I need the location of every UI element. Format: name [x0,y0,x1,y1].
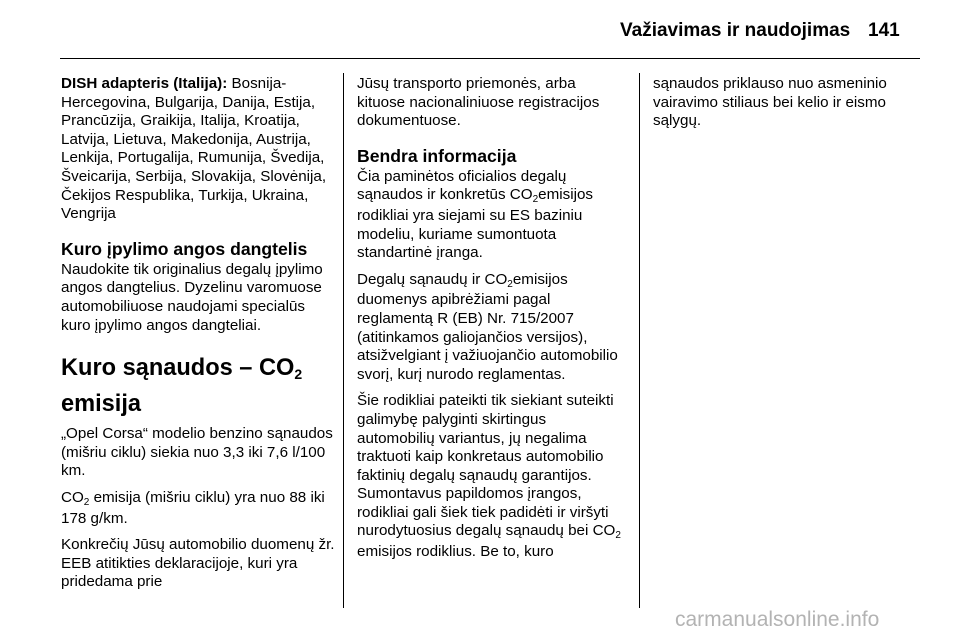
co2-subscript: 2 [83,496,90,508]
general-text-3b: emisijos rodiklius. Be to, kuro [357,543,554,561]
co2-paragraph [61,489,336,528]
dish-paragraph [61,75,336,224]
general-text-1b: emisijos rodikliai yra siejami su ES baziniu modeliu, kuriame sumontuota standartinė įranga. [357,186,594,262]
column-3 [653,75,923,139]
column-divider-2 [639,73,640,608]
general-paragraph-2 [357,271,625,385]
watermark: carmanualsonline.info [675,608,880,631]
column-divider-1 [343,73,344,608]
co2-subscript: 2 [507,278,513,290]
general-text-2a: Degalų sąnaudų ir CO [357,270,508,288]
consumption-heading-subscript: 2 [294,366,303,383]
co2-text-2: emisija (mišriu ciklu) yra nuo 88 iki 178 g/km. [61,488,325,527]
header-rule [60,58,920,59]
consumption-paragraph-3: Konkrečių Jūsų automobilio duomenų žr. EEB atitikties deklaracijoje, kuri yra pridedama prie [61,536,335,591]
column-1 [61,75,336,600]
driving-style-paragraph: sąnaudos priklauso nuo asmeninio vairavimo stiliaus bei kelio ir eismo sąlygų. [653,75,887,130]
general-paragraph-3 [357,392,625,561]
dish-countries: Bosnija-Hercegovina, Bulgarija, Danija, Estija, Prancūzija, Graikija, Italija, Kroatija, Latvija, Lietuva, Makedonija, Austrija, Lenkija, Portugalija, Rumunija, Švedija, Šveicarija, Serbija, Slovakija, Slovėnija, Čekijos Respublika, Turkija, Ukraina, Vengrija [61,75,327,223]
general-text-2b: emisijos duomenys apibrėžiami pagal reglamentą R (EB) Nr. 715/2007 (atitinkamos galiojančios versijos), atsižvelgiant į važiuojančio automobilio svorį, kurį nurodo reglamentas. [357,270,618,383]
dish-label: DISH adapteris (Italija): [61,75,228,92]
running-title: Važiavimas ir naudojimas [620,20,851,41]
registration-paragraph: Jūsų transporto priemonės, arba kituose nacionaliniuose registracijos dokumentuose. [357,75,600,130]
page-number: 141 [868,20,900,41]
general-info-heading: Bendra informacija [357,145,517,166]
consumption-paragraph-1: „Opel Corsa“ modelio benzino sąnaudos (mišriu ciklu) siekia nuo 3,3 iki 7,6 l/100 km. [61,425,333,480]
general-paragraph-1 [357,168,625,263]
fuel-cap-heading: Kuro įpylimo angos dangtelis [61,238,308,259]
co2-subscript: 2 [532,194,539,206]
page-header [0,0,960,60]
column-2 [357,75,625,570]
co2-subscript: 2 [615,530,621,542]
consumption-heading-text-2: emisija [61,391,142,418]
general-text-1a: Čia paminėtos oficialios degalų sąnaudos ir konkretūs CO [357,167,567,204]
co2-text: CO [61,488,84,506]
fuel-cap-paragraph: Naudokite tik originalius degalų įpylimo angos dangtelius. Dyzelinu varomuose automobiliuose naudojami specialūs kuro įpylimo angos dangteliai. [61,260,323,334]
consumption-heading [61,351,336,421]
general-text-3a: Šie rodikliai pateikti tik siekiant suteikti galimybę palyginti skirtingus automobilių variantus, jų negalima traktuoti kaip konkretaus automobilio faktinių degalų sąnaudų garantijos. Sumontavus papildomos įrangos, rodikliai gali šiek tiek padidėti ir viršyti nurodytuosius degalų sąnaudų bei CO [357,392,616,540]
consumption-heading-text: Kuro sąnaudos – CO [61,355,295,382]
